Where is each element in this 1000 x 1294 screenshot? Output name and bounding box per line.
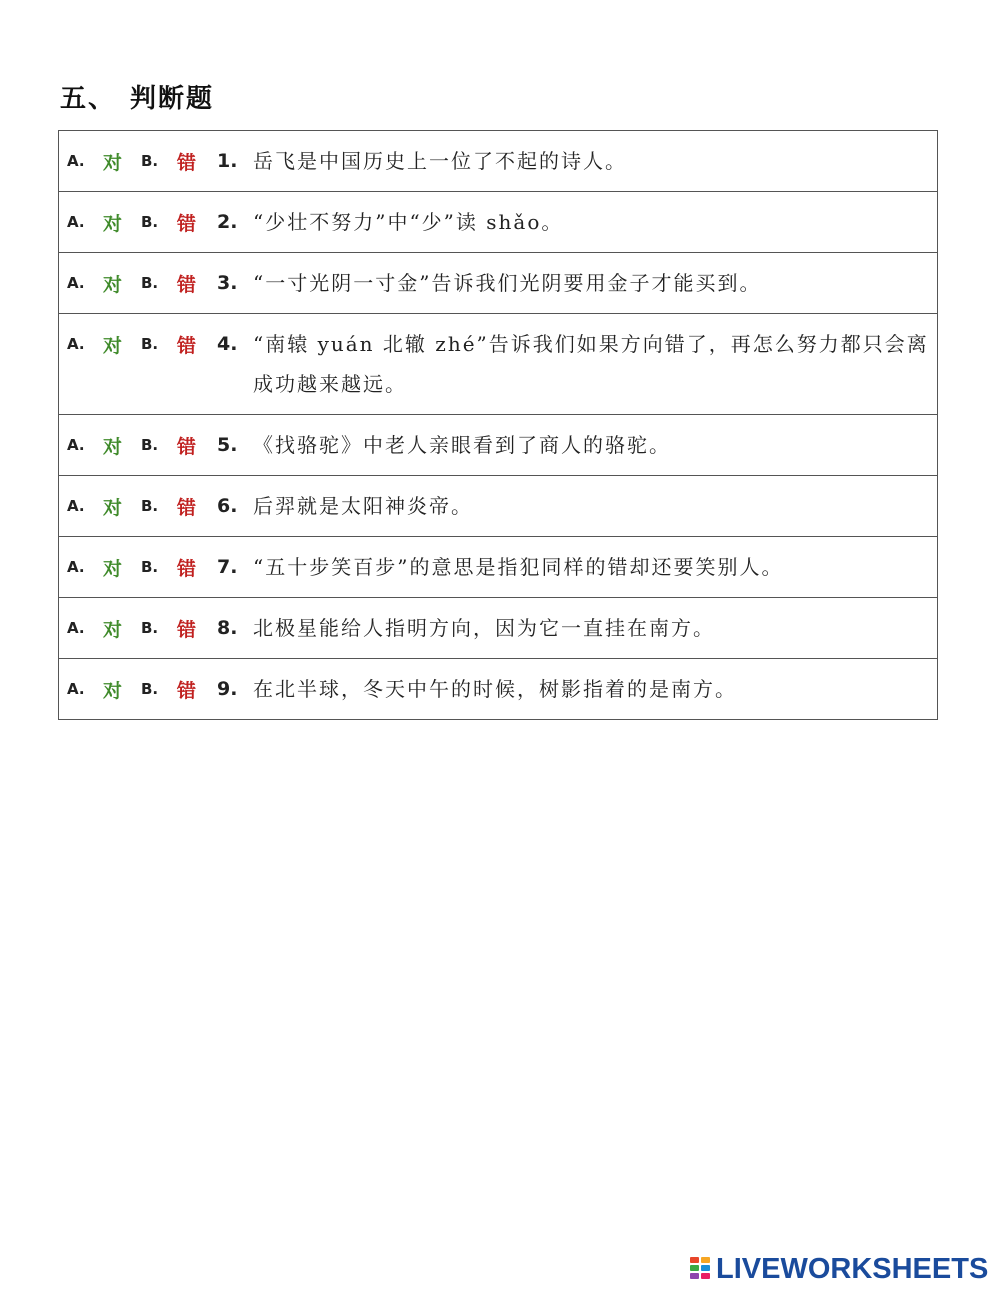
question-row-inner [59,253,937,313]
option-b[interactable] [141,476,215,536]
question-text: 后羿就是太阳神炎帝。 [253,494,473,518]
option-b-letter: B. [141,213,159,231]
question-cell [59,314,938,415]
option-a[interactable] [67,415,141,475]
answer-true-button[interactable]: 对 [103,679,123,702]
question-row [59,476,938,537]
option-a[interactable] [67,598,141,658]
answer-true-button[interactable]: 对 [103,618,123,641]
question-cell [59,415,938,476]
answer-true-button[interactable]: 对 [103,151,123,174]
option-b[interactable] [141,415,215,475]
question-number: 6. [217,495,238,517]
option-a[interactable] [67,192,141,252]
true-false-table [58,130,938,720]
option-b-letter: B. [141,680,159,698]
question-number: 5. [217,434,238,456]
question-number: 8. [217,617,238,639]
option-b[interactable] [141,598,215,658]
question-text: “少壮不努力”中“少”读 shǎo。 [253,210,564,234]
option-b-letter: B. [141,619,159,637]
question-cell [59,476,938,537]
option-b[interactable] [141,253,215,313]
answer-true-button[interactable]: 对 [103,557,123,580]
answer-true-button[interactable]: 对 [103,273,123,296]
question-number: 9. [217,678,238,700]
option-a[interactable] [67,476,141,536]
question-row-inner [59,131,937,191]
option-b-letter: B. [141,497,159,515]
answer-false-button[interactable]: 错 [177,618,197,641]
option-a-letter: A. [67,274,85,292]
question-row-inner [59,314,937,414]
question-cell [59,537,938,598]
question-row-inner [59,415,937,475]
section-heading: 判断题 [130,84,215,114]
option-b-letter: B. [141,152,159,170]
question-number: 3. [217,272,238,294]
liveworksheets-logo-icon [690,1255,712,1283]
answer-true-button[interactable]: 对 [103,212,123,235]
question-row [59,659,938,720]
question-cell [59,598,938,659]
question-text: 岳飞是中国历史上一位了不起的诗人。 [253,149,627,173]
question-row-inner [59,537,937,597]
option-a[interactable] [67,314,141,374]
question-row-inner [59,192,937,252]
section-number: 五、 [60,84,117,114]
option-b-letter: B. [141,436,159,454]
answer-true-button[interactable]: 对 [103,334,123,357]
option-b[interactable] [141,659,215,719]
liveworksheets-logo [690,1252,988,1286]
answer-false-button[interactable]: 错 [177,496,197,519]
logo-text: LIVEWORKSHEETS [716,1252,989,1285]
question-text: “五十步笑百步”的意思是指犯同样的错却还要笑别人。 [253,555,784,579]
option-a[interactable] [67,253,141,313]
question-row [59,314,938,415]
option-a-letter: A. [67,213,85,231]
question-text: 北极星能给人指明方向，因为它一直挂在南方。 [253,616,715,640]
question-cell [59,131,938,192]
answer-false-button[interactable]: 错 [177,334,197,357]
option-a-letter: A. [67,436,85,454]
question-text: 在北半球，冬天中午的时候，树影指着的是南方。 [253,677,737,701]
option-a[interactable] [67,131,141,191]
question-row-inner [59,659,937,719]
option-b-letter: B. [141,335,159,353]
question-row [59,192,938,253]
question-number: 2. [217,211,238,233]
question-cell [59,192,938,253]
option-b[interactable] [141,537,215,597]
option-a-letter: A. [67,680,85,698]
option-a-letter: A. [67,335,85,353]
question-row-inner [59,476,937,536]
question-row-inner [59,598,937,658]
question-number: 1. [217,150,238,172]
answer-false-button[interactable]: 错 [177,557,197,580]
question-row [59,537,938,598]
question-row [59,253,938,314]
question-text: 《找骆驼》中老人亲眼看到了商人的骆驼。 [253,433,671,457]
option-b-letter: B. [141,558,159,576]
question-text: “一寸光阴一寸金”告诉我们光阴要用金子才能买到。 [253,271,762,295]
answer-false-button[interactable]: 错 [177,151,197,174]
question-cell [59,659,938,720]
option-a-letter: A. [67,558,85,576]
answer-false-button[interactable]: 错 [177,212,197,235]
option-b[interactable] [141,192,215,252]
question-row [59,598,938,659]
question-row [59,415,938,476]
question-cell [59,253,938,314]
question-row [59,131,938,192]
question-number: 7. [217,556,238,578]
option-b[interactable] [141,314,215,374]
option-a[interactable] [67,659,141,719]
option-a-letter: A. [67,497,85,515]
section-title [60,78,214,115]
option-a-letter: A. [67,619,85,637]
answer-false-button[interactable]: 错 [177,679,197,702]
answer-true-button[interactable]: 对 [103,496,123,519]
question-text: “南辕 yuán 北辙 zhé”告诉我们如果方向错了，再怎么努力都只会离成功越来越远。 [253,332,929,396]
answer-false-button[interactable]: 错 [177,435,197,458]
option-b-letter: B. [141,274,159,292]
answer-true-button[interactable]: 对 [103,435,123,458]
option-a[interactable] [67,537,141,597]
option-a-letter: A. [67,152,85,170]
question-number: 4. [217,333,238,355]
option-b[interactable] [141,131,215,191]
answer-false-button[interactable]: 错 [177,273,197,296]
